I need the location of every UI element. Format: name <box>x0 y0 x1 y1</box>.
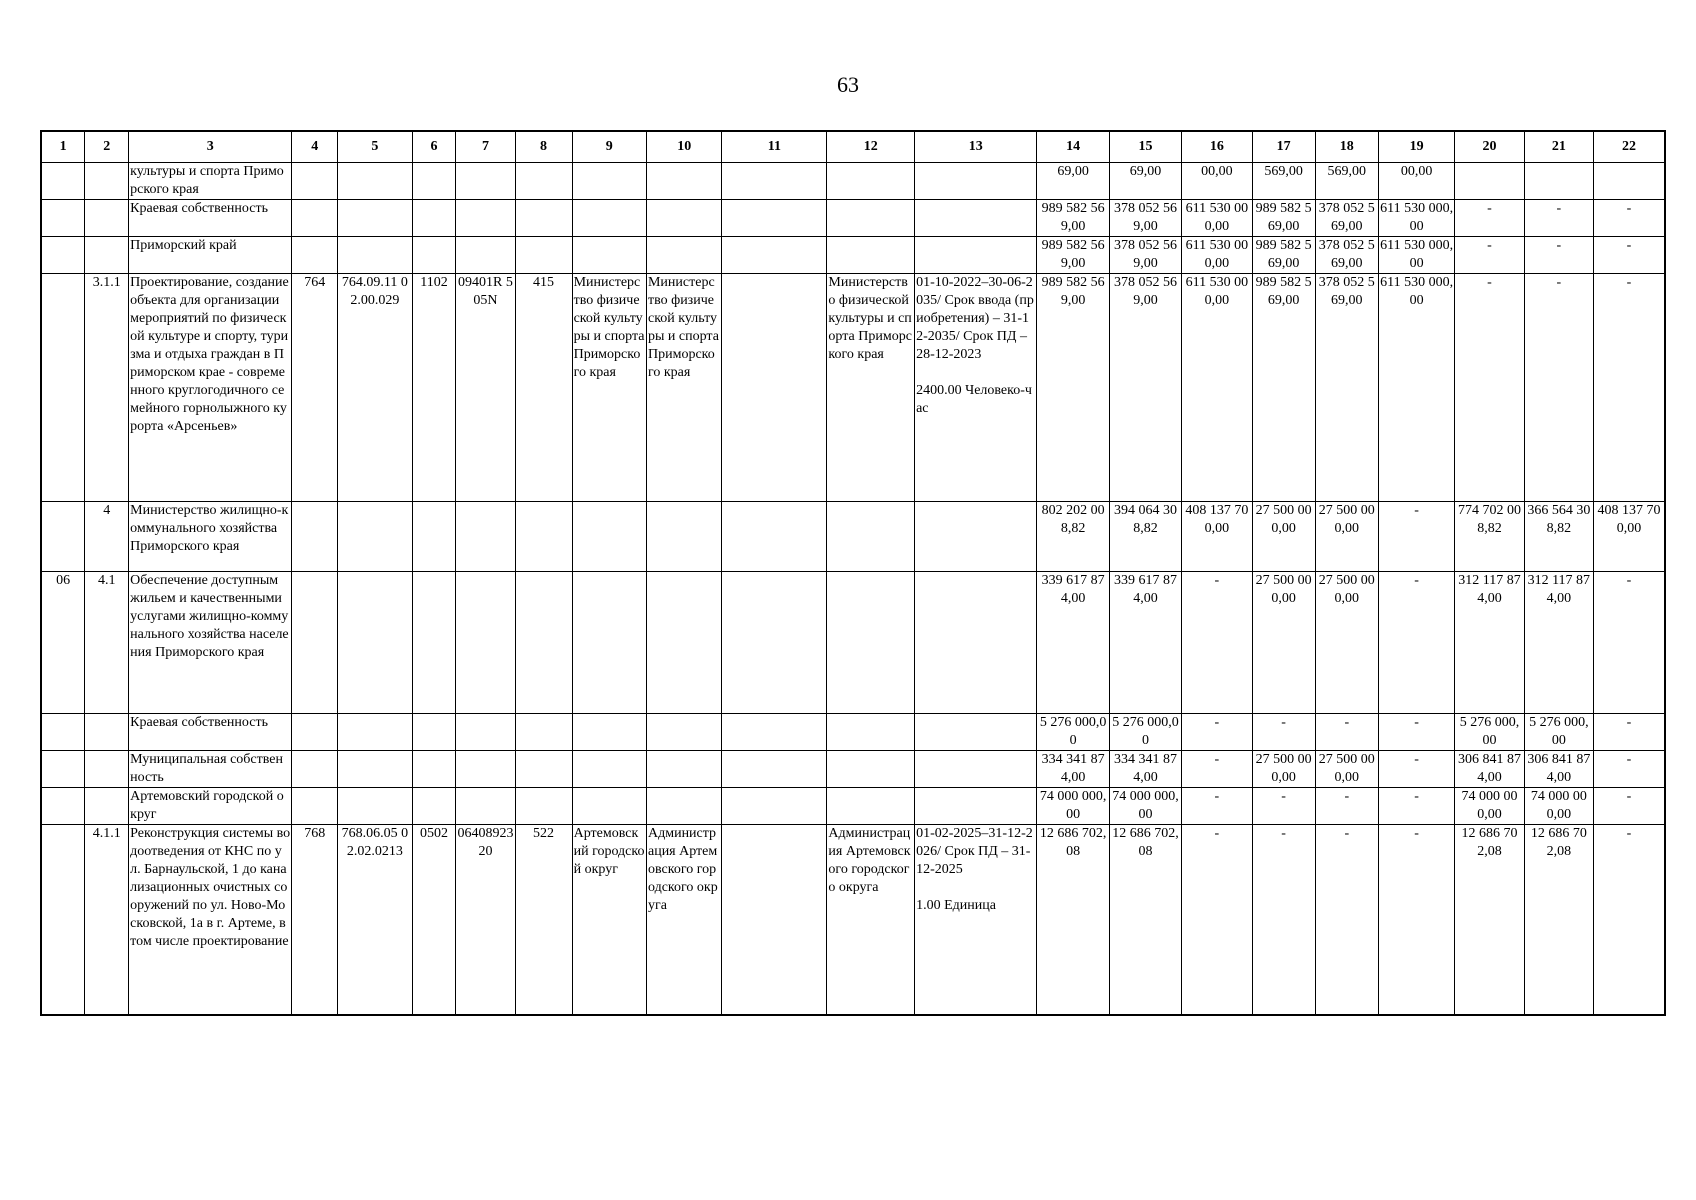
cell-col-16: - <box>1182 714 1252 751</box>
cell-col-9 <box>572 200 646 237</box>
cell-col-17: 27 500 000,00 <box>1252 751 1315 788</box>
cell-col-13 <box>915 714 1037 751</box>
cell-col-15: 69,00 <box>1109 163 1181 200</box>
cell-col-11 <box>722 274 827 502</box>
cell-col-22: - <box>1593 788 1665 825</box>
cell-col-21: 306 841 874,00 <box>1524 751 1593 788</box>
cell-col-20: - <box>1455 237 1524 274</box>
column-header-12: 12 <box>827 131 915 163</box>
cell-col-5 <box>338 788 412 825</box>
cell-col-5: 764.09.11 02.00.029 <box>338 274 412 502</box>
cell-col-22: - <box>1593 751 1665 788</box>
cell-col-14: 12 686 702,08 <box>1037 825 1109 1015</box>
cell-col-8 <box>515 200 572 237</box>
cell-col-1 <box>41 200 85 237</box>
cell-col-19: 611 530 000,00 <box>1378 274 1454 502</box>
cell-col-17: 989 582 569,00 <box>1252 237 1315 274</box>
cell-col-1: 06 <box>41 572 85 714</box>
cell-col-16: 611 530 000,00 <box>1182 200 1252 237</box>
cell-col-9: Артемовский городской округ <box>572 825 646 1015</box>
cell-col-6 <box>412 502 456 572</box>
table-row <box>41 825 1665 1015</box>
cell-col-7 <box>456 200 515 237</box>
cell-col-14: 5 276 000,00 <box>1037 714 1109 751</box>
cell-col-6: 1102 <box>412 274 456 502</box>
cell-col-20: 74 000 000,00 <box>1455 788 1524 825</box>
cell-col-2 <box>85 714 129 751</box>
cell-col-9: Министерство физической культуры и спорта Приморского края <box>572 274 646 502</box>
cell-col-20: - <box>1455 274 1524 502</box>
cell-col-10 <box>646 572 721 714</box>
cell-col-8: 522 <box>515 825 572 1015</box>
cell-col-1 <box>41 825 85 1015</box>
cell-col-3: Приморский край <box>129 237 292 274</box>
cell-col-7 <box>456 788 515 825</box>
column-header-15: 15 <box>1109 131 1181 163</box>
cell-col-20: 774 702 008,82 <box>1455 502 1524 572</box>
cell-col-5 <box>338 714 412 751</box>
cell-col-13 <box>915 751 1037 788</box>
table-row <box>41 237 1665 274</box>
cell-col-8 <box>515 788 572 825</box>
cell-col-12: Администрация Артемовского городского округа <box>827 825 915 1015</box>
cell-col-6: 0502 <box>412 825 456 1015</box>
cell-col-4: 768 <box>292 825 338 1015</box>
column-header-9: 9 <box>572 131 646 163</box>
cell-col-16: 00,00 <box>1182 163 1252 200</box>
cell-col-1 <box>41 274 85 502</box>
cell-col-13: 01-10-2022–30-06-2035/ Срок ввода (приобретения) – 31-12-2035/ Срок ПД – 28-12-2023 2400.00 Человеко-час <box>915 274 1037 502</box>
cell-col-11 <box>722 237 827 274</box>
cell-col-3: Артемовский городской округ <box>129 788 292 825</box>
column-header-6: 6 <box>412 131 456 163</box>
column-header-17: 17 <box>1252 131 1315 163</box>
cell-col-4 <box>292 200 338 237</box>
cell-col-10 <box>646 714 721 751</box>
cell-col-9 <box>572 572 646 714</box>
cell-col-14: 989 582 569,00 <box>1037 237 1109 274</box>
table-row <box>41 788 1665 825</box>
cell-col-14: 989 582 569,00 <box>1037 200 1109 237</box>
cell-col-17: 27 500 000,00 <box>1252 572 1315 714</box>
cell-col-13: 01-02-2025–31-12-2026/ Срок ПД – 31-12-2025 1.00 Единица <box>915 825 1037 1015</box>
column-header-20: 20 <box>1455 131 1524 163</box>
cell-col-11 <box>722 788 827 825</box>
cell-col-22: - <box>1593 714 1665 751</box>
table-body <box>41 163 1665 1015</box>
cell-col-21: 312 117 874,00 <box>1524 572 1593 714</box>
column-header-14: 14 <box>1037 131 1109 163</box>
cell-col-8: 415 <box>515 274 572 502</box>
cell-col-22: - <box>1593 274 1665 502</box>
cell-col-3: культуры и спорта Приморского края <box>129 163 292 200</box>
cell-col-10: Администрация Артемовского городского округа <box>646 825 721 1015</box>
cell-col-8 <box>515 714 572 751</box>
cell-col-4 <box>292 751 338 788</box>
cell-col-20: 306 841 874,00 <box>1455 751 1524 788</box>
table-row <box>41 274 1665 502</box>
cell-col-18: - <box>1315 714 1378 751</box>
cell-col-4 <box>292 502 338 572</box>
column-header-13: 13 <box>915 131 1037 163</box>
cell-col-12 <box>827 572 915 714</box>
cell-col-3: Краевая собственность <box>129 200 292 237</box>
cell-col-3: Краевая собственность <box>129 714 292 751</box>
cell-col-6 <box>412 714 456 751</box>
cell-col-10 <box>646 163 721 200</box>
cell-col-15: 378 052 569,00 <box>1109 200 1181 237</box>
column-header-3: 3 <box>129 131 292 163</box>
cell-col-9 <box>572 788 646 825</box>
column-header-22: 22 <box>1593 131 1665 163</box>
cell-col-1 <box>41 237 85 274</box>
cell-col-15: 74 000 000,00 <box>1109 788 1181 825</box>
cell-col-15: 5 276 000,00 <box>1109 714 1181 751</box>
cell-col-19: - <box>1378 572 1454 714</box>
cell-col-12 <box>827 200 915 237</box>
cell-col-7 <box>456 163 515 200</box>
cell-col-22: 408 137 700,00 <box>1593 502 1665 572</box>
cell-col-21: 12 686 702,08 <box>1524 825 1593 1015</box>
cell-col-21: - <box>1524 200 1593 237</box>
cell-col-18: 378 052 569,00 <box>1315 274 1378 502</box>
cell-col-1 <box>41 163 85 200</box>
table-row <box>41 714 1665 751</box>
cell-col-6 <box>412 200 456 237</box>
budget-table <box>40 130 1666 1016</box>
cell-col-21: 366 564 308,82 <box>1524 502 1593 572</box>
column-header-19: 19 <box>1378 131 1454 163</box>
cell-col-17: 27 500 000,00 <box>1252 502 1315 572</box>
cell-col-17: 989 582 569,00 <box>1252 200 1315 237</box>
column-header-2: 2 <box>85 131 129 163</box>
cell-col-17: - <box>1252 714 1315 751</box>
cell-col-9 <box>572 714 646 751</box>
column-header-5: 5 <box>338 131 412 163</box>
cell-col-19: - <box>1378 751 1454 788</box>
cell-col-20: 312 117 874,00 <box>1455 572 1524 714</box>
cell-col-10 <box>646 751 721 788</box>
cell-col-21 <box>1524 163 1593 200</box>
cell-col-17: 989 582 569,00 <box>1252 274 1315 502</box>
cell-col-16: 611 530 000,00 <box>1182 237 1252 274</box>
cell-col-2 <box>85 163 129 200</box>
cell-col-17: - <box>1252 788 1315 825</box>
cell-col-13 <box>915 572 1037 714</box>
cell-col-1 <box>41 751 85 788</box>
cell-col-18: - <box>1315 825 1378 1015</box>
cell-col-15: 339 617 874,00 <box>1109 572 1181 714</box>
cell-col-20: 12 686 702,08 <box>1455 825 1524 1015</box>
cell-col-8 <box>515 751 572 788</box>
cell-col-19: 611 530 000,00 <box>1378 200 1454 237</box>
table-row <box>41 163 1665 200</box>
column-header-16: 16 <box>1182 131 1252 163</box>
cell-col-2: 4 <box>85 502 129 572</box>
cell-col-6 <box>412 237 456 274</box>
cell-col-12 <box>827 163 915 200</box>
header-row <box>41 131 1665 163</box>
cell-col-12 <box>827 751 915 788</box>
cell-col-8 <box>515 572 572 714</box>
column-header-18: 18 <box>1315 131 1378 163</box>
cell-col-22 <box>1593 163 1665 200</box>
cell-col-16: 408 137 700,00 <box>1182 502 1252 572</box>
cell-col-9 <box>572 163 646 200</box>
cell-col-9 <box>572 237 646 274</box>
table-row <box>41 502 1665 572</box>
cell-col-15: 394 064 308,82 <box>1109 502 1181 572</box>
cell-col-6 <box>412 788 456 825</box>
cell-col-14: 69,00 <box>1037 163 1109 200</box>
page-number: 63 <box>837 72 859 97</box>
cell-col-21: - <box>1524 274 1593 502</box>
cell-col-12 <box>827 788 915 825</box>
cell-col-12 <box>827 502 915 572</box>
cell-col-11 <box>722 163 827 200</box>
column-header-1: 1 <box>41 131 85 163</box>
cell-col-19: 00,00 <box>1378 163 1454 200</box>
cell-col-4 <box>292 572 338 714</box>
column-header-8: 8 <box>515 131 572 163</box>
cell-col-22: - <box>1593 825 1665 1015</box>
cell-col-11 <box>722 572 827 714</box>
cell-col-16: 611 530 000,00 <box>1182 274 1252 502</box>
cell-col-8 <box>515 502 572 572</box>
cell-col-18: 27 500 000,00 <box>1315 572 1378 714</box>
cell-col-14: 989 582 569,00 <box>1037 274 1109 502</box>
cell-col-10 <box>646 237 721 274</box>
cell-col-11 <box>722 825 827 1015</box>
cell-col-19: - <box>1378 825 1454 1015</box>
cell-col-16: - <box>1182 751 1252 788</box>
cell-col-2 <box>85 751 129 788</box>
cell-col-10 <box>646 788 721 825</box>
cell-col-5 <box>338 200 412 237</box>
cell-col-15: 334 341 874,00 <box>1109 751 1181 788</box>
cell-col-7 <box>456 714 515 751</box>
cell-col-14: 339 617 874,00 <box>1037 572 1109 714</box>
table-row <box>41 200 1665 237</box>
cell-col-15: 378 052 569,00 <box>1109 274 1181 502</box>
cell-col-7 <box>456 572 515 714</box>
cell-col-8 <box>515 237 572 274</box>
cell-col-15: 378 052 569,00 <box>1109 237 1181 274</box>
cell-col-9 <box>572 751 646 788</box>
table-row <box>41 572 1665 714</box>
cell-col-17: - <box>1252 825 1315 1015</box>
cell-col-10: Министерство физической культуры и спорта Приморского края <box>646 274 721 502</box>
cell-col-9 <box>572 502 646 572</box>
cell-col-5 <box>338 237 412 274</box>
cell-col-1 <box>41 788 85 825</box>
cell-col-21: 5 276 000,00 <box>1524 714 1593 751</box>
column-header-21: 21 <box>1524 131 1593 163</box>
cell-col-2 <box>85 200 129 237</box>
cell-col-11 <box>722 751 827 788</box>
cell-col-20 <box>1455 163 1524 200</box>
cell-col-16: - <box>1182 825 1252 1015</box>
cell-col-13 <box>915 163 1037 200</box>
cell-col-3: Муниципальная собственность <box>129 751 292 788</box>
cell-col-8 <box>515 163 572 200</box>
cell-col-4 <box>292 788 338 825</box>
cell-col-18: - <box>1315 788 1378 825</box>
cell-col-10 <box>646 502 721 572</box>
cell-col-13 <box>915 788 1037 825</box>
cell-col-19: - <box>1378 502 1454 572</box>
cell-col-6 <box>412 163 456 200</box>
column-header-7: 7 <box>456 131 515 163</box>
cell-col-6 <box>412 572 456 714</box>
cell-col-2 <box>85 237 129 274</box>
cell-col-18: 569,00 <box>1315 163 1378 200</box>
cell-col-11 <box>722 200 827 237</box>
cell-col-2: 4.1.1 <box>85 825 129 1015</box>
cell-col-7 <box>456 751 515 788</box>
cell-col-11 <box>722 502 827 572</box>
cell-col-4: 764 <box>292 274 338 502</box>
cell-col-12: Министерство физической культуры и спорта Приморского края <box>827 274 915 502</box>
cell-col-1 <box>41 714 85 751</box>
cell-col-3: Проектирование, создание объекта для организации мероприятий по физической культуре и спорту, туризма и отдыха граждан в Приморском крае - современного круглогодичного семейного горнолыжного курорта «Арсеньев» <box>129 274 292 502</box>
cell-col-5 <box>338 751 412 788</box>
cell-col-2: 3.1.1 <box>85 274 129 502</box>
cell-col-5 <box>338 572 412 714</box>
cell-col-19: - <box>1378 788 1454 825</box>
cell-col-13 <box>915 200 1037 237</box>
cell-col-3: Обеспечение доступным жильем и качественными услугами жилищно-коммунального хозяйства населения Приморского края <box>129 572 292 714</box>
cell-col-3: Министерство жилищно-коммунального хозяйства Приморского края <box>129 502 292 572</box>
cell-col-7 <box>456 502 515 572</box>
cell-col-14: 334 341 874,00 <box>1037 751 1109 788</box>
cell-col-5 <box>338 502 412 572</box>
cell-col-5 <box>338 163 412 200</box>
cell-col-18: 27 500 000,00 <box>1315 751 1378 788</box>
cell-col-2: 4.1 <box>85 572 129 714</box>
cell-col-1 <box>41 502 85 572</box>
cell-col-13 <box>915 502 1037 572</box>
cell-col-13 <box>915 237 1037 274</box>
cell-col-20: - <box>1455 200 1524 237</box>
table-row <box>41 751 1665 788</box>
cell-col-17: 569,00 <box>1252 163 1315 200</box>
cell-col-10 <box>646 200 721 237</box>
cell-col-21: - <box>1524 237 1593 274</box>
cell-col-20: 5 276 000,00 <box>1455 714 1524 751</box>
cell-col-3: Реконструкция системы водоотведения от КНС по ул. Барнаульской, 1 до канализационных очистных сооружений по ул. Ново-Московской, 1а в г. Артеме, в том числе проектирование <box>129 825 292 1015</box>
cell-col-22: - <box>1593 572 1665 714</box>
cell-col-22: - <box>1593 200 1665 237</box>
cell-col-21: 74 000 000,00 <box>1524 788 1593 825</box>
cell-col-18: 27 500 000,00 <box>1315 502 1378 572</box>
cell-col-15: 12 686 702,08 <box>1109 825 1181 1015</box>
cell-col-18: 378 052 569,00 <box>1315 237 1378 274</box>
cell-col-7: 0640892320 <box>456 825 515 1015</box>
cell-col-4 <box>292 163 338 200</box>
cell-col-4 <box>292 237 338 274</box>
cell-col-5: 768.06.05 02.02.0213 <box>338 825 412 1015</box>
cell-col-19: 611 530 000,00 <box>1378 237 1454 274</box>
column-header-4: 4 <box>292 131 338 163</box>
cell-col-14: 802 202 008,82 <box>1037 502 1109 572</box>
cell-col-7: 09401R 505N <box>456 274 515 502</box>
cell-col-22: - <box>1593 237 1665 274</box>
cell-col-16: - <box>1182 572 1252 714</box>
cell-col-12 <box>827 714 915 751</box>
column-header-10: 10 <box>646 131 721 163</box>
cell-col-18: 378 052 569,00 <box>1315 200 1378 237</box>
cell-col-6 <box>412 751 456 788</box>
column-header-11: 11 <box>722 131 827 163</box>
cell-col-16: - <box>1182 788 1252 825</box>
cell-col-14: 74 000 000,00 <box>1037 788 1109 825</box>
cell-col-19: - <box>1378 714 1454 751</box>
cell-col-2 <box>85 788 129 825</box>
cell-col-12 <box>827 237 915 274</box>
cell-col-4 <box>292 714 338 751</box>
cell-col-7 <box>456 237 515 274</box>
cell-col-11 <box>722 714 827 751</box>
